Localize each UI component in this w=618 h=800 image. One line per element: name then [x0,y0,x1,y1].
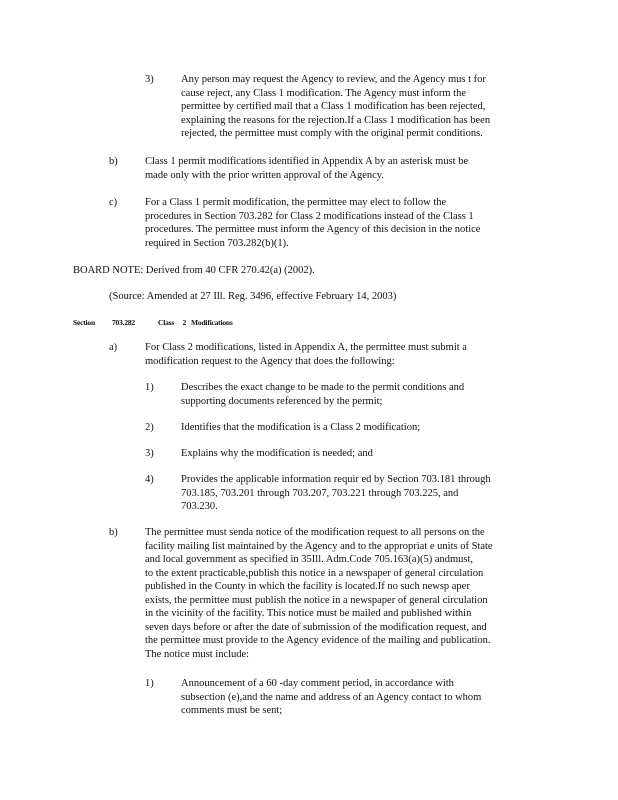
section-title: Class 2 Modifications [158,318,233,327]
text-line: explaining the reasons for the rejection.If a Class 1 modification has been [181,114,491,126]
paragraph-a-4 [181,473,491,514]
text-line: comments must be sent; [181,705,283,716]
text-line: Provides the applicable information requir ed by Section 703.181 through [181,474,491,485]
text-line: For a Class 1 permit modification, the permittee may elect to follow the [145,197,447,208]
text-line: in the vicinity of the facility. This notice must be mailed and published within [145,608,472,619]
text-line: The permittee must senda notice of the modification request to all persons on the [145,527,485,538]
paragraph-a-1 [181,381,464,408]
item-number: 1) [145,382,154,393]
text-line: and local government as specified in 35Ill. Adm.Code 705.163(a)(5) andmust, [145,554,474,565]
text-line: The notice must include: [145,648,250,660]
text-line: the permittee must provide to the Agency evidence of the mailing and publication. [145,635,491,646]
paragraph-b [145,155,468,182]
text-line: facility mailing list maintained by the Agency and to the appropriat e units of State [145,540,493,552]
paragraph-a-3 [181,447,373,461]
text-line: Describes the exact change to be made to the permit conditions and [181,382,465,393]
text-line: supporting documents referenced by the permit; [181,395,383,407]
item-number: 4) [145,474,154,485]
paragraph-item-3 [181,73,490,141]
item-number: 1) [145,678,154,689]
item-number: a) [109,342,118,353]
text-line: made only with the prior written approval of the Agency. [145,169,385,181]
text-line: procedures in Section 703.282 for Class 2 modifications instead of the Class 1 [145,210,474,222]
item-number: c) [109,197,118,208]
text-line: permittee by certified mail that a Class 1 modification has been rejected, [181,101,486,112]
text-line: published in the County in which the facility is located.If no such newsp aper [145,581,470,592]
text-line: Any person may request the Agency to review, and the Agency mus t for [181,74,486,85]
item-number: 3) [145,74,154,85]
paragraph-a-2 [181,421,420,435]
text-line: subsection (e),and the name and address of an Agency contact to whom [181,691,482,703]
text-line: Identifies that the modification is a Class 2 modification; [181,422,421,433]
paragraph-c [145,196,480,250]
board-note: BOARD NOTE: Derived from 40 CFR 270.42(a) (2002). [73,265,315,276]
paragraph-sec-b [145,526,493,661]
text-line: Explains why the modification is needed; and [181,448,373,459]
text-line: Class 1 permit modifications identified in Appendix A by an asterisk must be [145,156,469,167]
item-number: b) [109,156,118,167]
item-number: 2) [145,422,154,433]
item-number: 3) [145,448,154,459]
text-line: cause reject, any Class 1 modification. The Agency must inform the [181,87,466,99]
text-line: exists, the permittee must publish the notice in a newspaper of general circulation [145,594,488,606]
text-line: modification request to the Agency that does the following: [145,355,395,367]
paragraph-sec-a [145,341,467,368]
item-number: b) [109,527,118,538]
text-line: to the extent practicable,publish this notice in a newspaper of general circulation [145,567,484,579]
paragraph-b-1 [181,677,481,718]
text-line: procedures. The permittee must inform the Agency of this decision in the notice [145,224,481,235]
text-line: 703.185, 703.201 through 703.207, 703.221 through 703.225, and [181,487,459,499]
source-note: (Source: Amended at 27 Ill. Reg. 3496, effective February 14, 2003) [109,291,397,302]
text-line: seven days before or after the date of submission of the modification request, and [145,621,487,633]
text-line: required in Section 703.282(b)(1). [145,237,289,249]
text-line: rejected, the permittee must comply with the original permit conditions. [181,128,483,139]
section-label: Section [73,318,95,327]
text-line: Announcement of a 60 -day comment period, in accordance with [181,678,454,689]
text-line: 703.230. [181,501,218,512]
section-number: 703.282 [112,318,135,327]
text-line: For Class 2 modifications, listed in Appendix A, the permittee must submit a [145,342,467,353]
